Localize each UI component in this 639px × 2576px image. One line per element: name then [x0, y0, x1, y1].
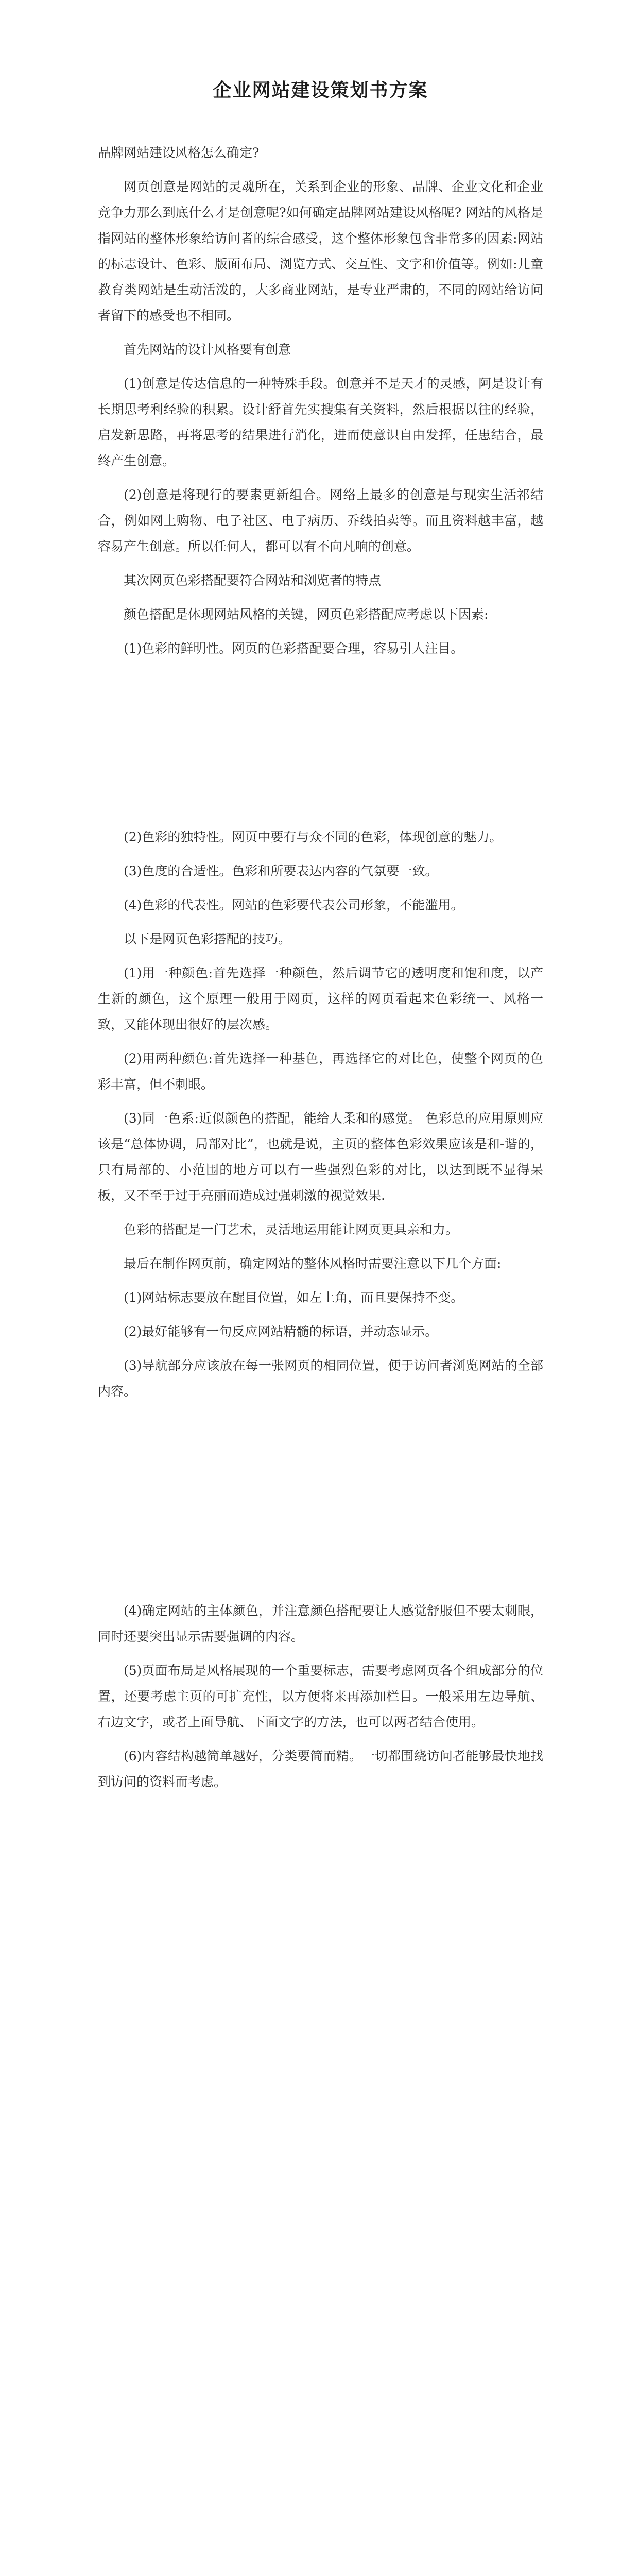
section-heading-creativity: 首先网站的设计风格要有创意 — [124, 342, 291, 357]
style-point-5: (5)页面布局是风格展现的一个重要标志，需要考虑网页各个组成部分的位置，还要考虑主页的可扩充性，以方便将来再添加栏目。一般采用左边导航、右边文字，或者上面导航、下面文字的方法，也可以两者结合使用。 — [98, 1663, 543, 1730]
color-factor-3: (3)色度的合适性。色彩和所要表达内容的气氛要一致。 — [124, 863, 438, 878]
color-factor-1: (1)色彩的鲜明性。网页的色彩搭配要合理，容易引人注目。 — [124, 641, 464, 656]
color-tip-2: (2)用两种颜色:首先选择一种基色，再选择它的对比色，使整个网页的色彩丰富，但不刺眼。 — [98, 1051, 543, 1092]
style-point-4: (4)确定网站的主体颜色，并注意颜色搭配要让人感觉舒服但不要太刺眼，同时还要突出显示需要强调的内容。 — [98, 1603, 543, 1644]
document-body — [98, 77, 543, 1803]
section-heading-style: 最后在制作网页前，确定网站的整体风格时需要注意以下几个方面: — [124, 1256, 502, 1271]
style-point-2: (2)最好能够有一句反应网站精髓的标语，并动态显示。 — [124, 1324, 438, 1339]
section-question: 品牌网站建设风格怎么确定? — [98, 145, 260, 160]
color-tip-3: (3)同一色系:近似颜色的搭配，能给人柔和的感觉。 色彩总的应用原则应该是“总体协调，局部对比”，也就是说，主页的整体色彩效果应该是和-谐的，只有局部的、小范围的地方可以有一些强烈色彩的对比，以达到既不显得呆板，又不至于过于亮丽而造成过强刺激的视觉效果. — [98, 1111, 543, 1203]
color-factor-2: (2)色彩的独特性。网页中要有与众不同的色彩，体现创意的魅力。 — [124, 829, 503, 844]
blank-space — [98, 670, 543, 824]
style-point-1: (1)网站标志要放在醒目位置，如左上角，而且要保持不变。 — [124, 1290, 464, 1305]
style-point-6: (6)内容结构越简单越好，分类要简而精。一切都围绕访问者能够最快地找到访问的资料而考虑。 — [98, 1749, 543, 1789]
color-factor-4: (4)色彩的代表性。网站的色彩要代表公司形象，不能滥用。 — [124, 897, 464, 912]
creativity-point-2: (2)创意是将现行的要素更新组合。网络上最多的创意是与现实生活祁结合，例如网上购物、电子社区、电子病历、乔线拍卖等。而且资料越丰富，越容易产生创意。所以任何人，都可以有不向凡响的创意。 — [98, 487, 543, 554]
creativity-point-1: (1)创意是传达信息的一种特殊手段。创意并不是天才的灵感，阿是设计有长期思考利经验的积累。设计舒首先实搜集有关资料，然后根据以往的经验，启发新思路，再将思考的结果进行消化，进而使意识自由发挥，任患结合，最终产生创意。 — [98, 376, 543, 468]
document-title: 企业网站建设策划书方案 — [213, 79, 428, 101]
color-tip-1: (1)用一种颜色:首先选择一种颜色，然后调节它的透明度和饱和度，以产生新的颜色，这个原理一般用于网页，这样的网页看起来色彩统一、风格一致，又能体现出很好的层次感。 — [98, 965, 543, 1032]
color-art-note: 色彩的搭配是一门艺术，灵活地运用能让网页更具亲和力。 — [124, 1222, 459, 1237]
intro-paragraph: 网页创意是网站的灵魂所在，关系到企业的形象、品牌、企业文化和企业竞争力那么到底什么才是创意呢?如何确定品牌网站建设风格呢? 网站的风格是指网站的整体形象给访问者的综合感受，这个整体形象包含非常多的因素:网站的标志设计、色彩、版面布局、浏览方式、交互性、文字和价值等。例如:儿童教育类网站是生动活泼的，大多商业网站，是专业严肃的，不同的网站给访问者留下的感受也不相同。 — [98, 179, 543, 323]
blank-space — [98, 1413, 543, 1598]
style-point-3: (3)导航部分应该放在每一张网页的相同位置，便于访问者浏览网站的全部内容。 — [98, 1358, 543, 1399]
color-intro: 颜色搭配是体现网站风格的关键，网页色彩搭配应考虑以下因素: — [124, 607, 489, 622]
color-tips-heading: 以下是网页色彩搭配的技巧。 — [124, 931, 291, 946]
section-heading-color: 其次网页色彩搭配要符合网站和浏览者的特点 — [124, 573, 382, 588]
